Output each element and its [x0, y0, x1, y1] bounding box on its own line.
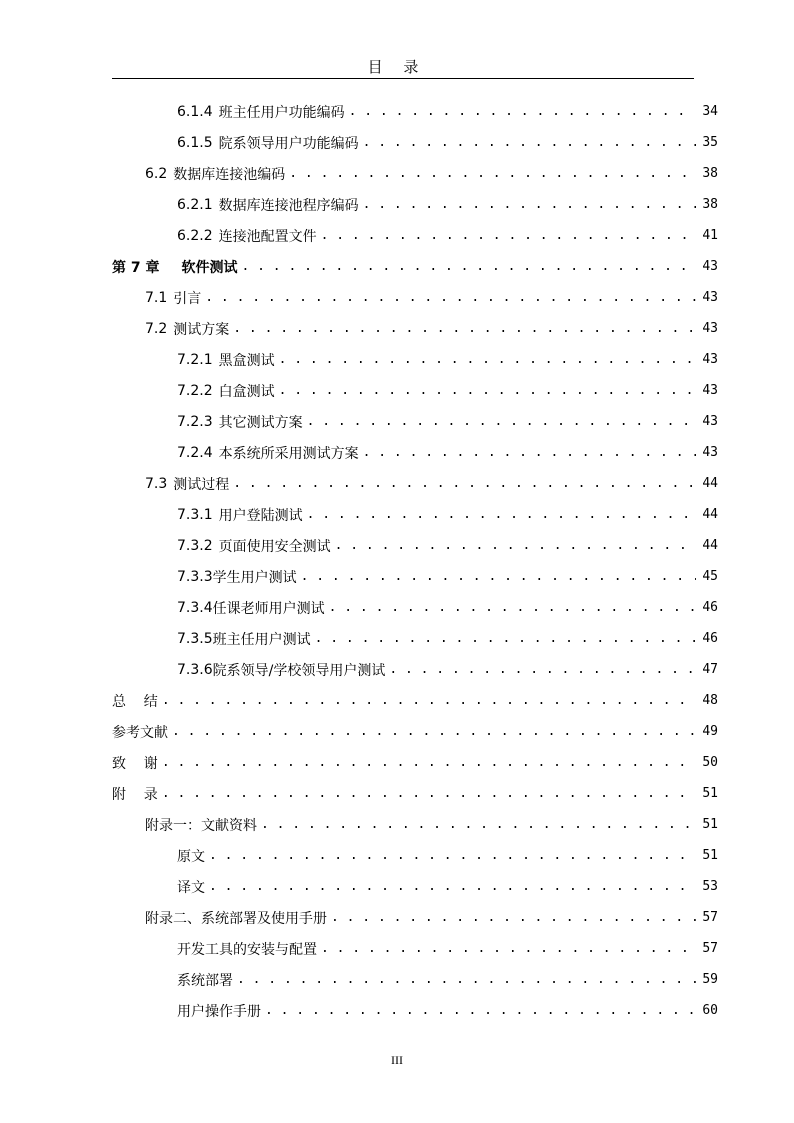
toc-entry-title: 用户操作手册: [177, 1003, 261, 1020]
dot-leader: [363, 445, 696, 460]
toc-entry-page: 43: [702, 383, 718, 398]
toc-entry-7-2-1[interactable]: [112, 344, 718, 375]
dot-leader: [162, 693, 696, 708]
toc-entry-title: 院系领导用户功能编码: [218, 135, 359, 152]
toc-entry-title: 班主任用户测试: [212, 631, 311, 648]
toc-entry-number: 6.1.5: [177, 134, 213, 151]
dot-leader: [237, 972, 696, 987]
toc-entry-number: 7.2.1: [177, 351, 213, 368]
toc-entry-title: 其它测试方案: [218, 414, 303, 431]
toc-entry-page: 34: [702, 104, 718, 119]
toc-entry-page: 45: [702, 569, 718, 584]
toc-entry-number: 6.1.4: [177, 103, 213, 120]
toc-entry-user-manual[interactable]: [112, 995, 718, 1026]
toc-entry-appendix-2[interactable]: [112, 902, 718, 933]
toc-entry-7-3-4[interactable]: [112, 592, 718, 623]
page-number: III: [391, 1053, 403, 1067]
dot-leader: [261, 817, 696, 832]
toc-entry-title: 班主任用户功能编码: [218, 104, 345, 121]
toc-entry-7-1[interactable]: [112, 282, 718, 313]
toc-entry-title: 附录一：文献资料: [145, 817, 257, 834]
dot-leader: [363, 197, 696, 212]
toc-entry-page: 38: [702, 197, 718, 212]
toc-entry-acknowledgements[interactable]: [112, 747, 718, 778]
toc-entry-title: 致 谢: [112, 755, 158, 772]
toc-entry-page: 57: [702, 941, 718, 956]
toc-entry-page: 43: [702, 352, 718, 367]
toc-entry-number: 6.2.2: [177, 227, 213, 244]
toc-entry-6-2-1[interactable]: [112, 189, 718, 220]
toc-entry-7-3-5[interactable]: [112, 623, 718, 654]
toc-entry-dev-tools[interactable]: [112, 933, 718, 964]
toc-entry-deployment[interactable]: [112, 964, 718, 995]
toc-entry-6-1-4[interactable]: [112, 96, 718, 127]
toc-entry-title: 连接池配置文件: [218, 228, 317, 245]
toc-entry-title: 译文: [177, 879, 205, 896]
dot-leader: [321, 228, 696, 243]
toc-entry-title: 学生用户测试: [212, 569, 297, 586]
toc-entry-title: 任课老师用户测试: [212, 600, 325, 617]
dot-leader: [389, 662, 696, 677]
toc-entry-page: 51: [702, 848, 718, 863]
dot-leader: [289, 166, 696, 181]
toc-entry-number: 6.2: [145, 165, 168, 182]
dot-leader: [233, 321, 696, 336]
toc-entry-summary[interactable]: [112, 685, 718, 716]
dot-leader: [279, 383, 696, 398]
toc-entry-6-2[interactable]: [112, 158, 718, 189]
toc-entry-number: 7.3.3: [177, 568, 213, 585]
dot-leader: [209, 848, 696, 863]
toc-entry-title: 页面使用安全测试: [218, 538, 331, 555]
dot-leader: [233, 476, 696, 491]
dot-leader: [321, 941, 696, 956]
dot-leader: [172, 724, 696, 739]
toc-entry-page: 51: [702, 817, 718, 832]
toc-entry-appendix[interactable]: [112, 778, 718, 809]
toc-entry-page: 43: [702, 445, 718, 460]
toc-entry-7-3-3[interactable]: [112, 561, 718, 592]
toc-entry-title: 引言: [173, 290, 202, 307]
dot-leader: [242, 259, 697, 274]
table-of-contents: [112, 96, 718, 1026]
toc-entry-chapter-7[interactable]: [112, 251, 718, 282]
toc-entry-number: 第 7 章: [112, 259, 160, 276]
toc-entry-number: 7.2: [145, 320, 168, 337]
dot-leader: [162, 786, 696, 801]
toc-entry-page: 44: [702, 538, 718, 553]
toc-entry-page: 44: [702, 476, 718, 491]
dot-leader: [209, 879, 696, 894]
toc-entry-7-2[interactable]: [112, 313, 718, 344]
toc-entry-number: 7.3.4: [177, 599, 213, 616]
toc-entry-page: 35: [702, 135, 718, 150]
toc-entry-number: 7.3: [145, 475, 168, 492]
dot-leader: [301, 569, 696, 584]
dot-leader: [279, 352, 696, 367]
toc-entry-title: 数据库连接池编码: [173, 166, 286, 183]
toc-entry-7-3[interactable]: [112, 468, 718, 499]
toc-entry-translation[interactable]: [112, 871, 718, 902]
toc-entry-number: 7.1: [145, 289, 168, 306]
toc-entry-page: 47: [702, 662, 718, 677]
toc-entry-page: 59: [702, 972, 718, 987]
toc-entry-7-3-1[interactable]: [112, 499, 718, 530]
dot-leader: [363, 135, 696, 150]
toc-entry-page: 43: [702, 259, 718, 274]
toc-entry-title: 院系领导/学校领导用户测试: [212, 662, 386, 679]
toc-entry-title: 原文: [177, 848, 205, 865]
toc-entry-page: 60: [702, 1003, 718, 1018]
toc-entry-title: 附 录: [112, 786, 158, 803]
dot-leader: [329, 600, 696, 615]
toc-entry-number: 7.2.4: [177, 444, 213, 461]
dot-leader: [205, 290, 696, 305]
toc-entry-title: 黑盒测试: [218, 352, 275, 369]
toc-entry-references[interactable]: [112, 716, 718, 747]
toc-entry-title: 总 结: [112, 693, 158, 710]
toc-entry-page: 46: [702, 631, 718, 646]
toc-entry-title: 测试方案: [173, 321, 230, 338]
toc-entry-7-2-3[interactable]: [112, 406, 718, 437]
toc-entry-title: 系统部署: [177, 972, 233, 989]
toc-entry-page: 50: [702, 755, 718, 770]
toc-entry-original-text[interactable]: [112, 840, 718, 871]
toc-entry-page: 53: [702, 879, 718, 894]
toc-entry-7-2-2[interactable]: [112, 375, 718, 406]
toc-entry-number: 7.3.1: [177, 506, 213, 523]
toc-entry-number: 7.2.2: [177, 382, 213, 399]
dot-leader: [162, 755, 696, 770]
toc-entry-page: 38: [702, 166, 718, 181]
dot-leader: [307, 507, 696, 522]
toc-entry-7-3-2[interactable]: [112, 530, 718, 561]
dot-leader: [265, 1003, 696, 1018]
toc-entry-title: 本系统所采用测试方案: [218, 445, 359, 462]
dot-leader: [315, 631, 696, 646]
toc-entry-number: 7.2.3: [177, 413, 213, 430]
toc-entry-number: 6.2.1: [177, 196, 213, 213]
dot-leader: [349, 104, 696, 119]
toc-entry-number: 7.3.6: [177, 661, 213, 678]
toc-entry-page: 46: [702, 600, 718, 615]
dot-leader: [331, 910, 696, 925]
page-header-title: 目 录: [367, 58, 427, 76]
toc-entry-page: 49: [702, 724, 718, 739]
toc-entry-page: 48: [702, 693, 718, 708]
toc-entry-title: 数据库连接池程序编码: [218, 197, 359, 214]
toc-entry-title: 软件测试: [181, 259, 238, 276]
toc-entry-title: 测试过程: [173, 476, 230, 493]
dot-leader: [335, 538, 696, 553]
toc-entry-page: 43: [702, 321, 718, 336]
toc-entry-page: 51: [702, 786, 718, 801]
dot-leader: [307, 414, 696, 429]
toc-entry-appendix-1[interactable]: [112, 809, 718, 840]
toc-entry-page: 41: [702, 228, 718, 243]
toc-entry-title: 参考文献: [112, 724, 168, 741]
toc-entry-number: 7.3.5: [177, 630, 213, 647]
toc-entry-number: 7.3.2: [177, 537, 213, 554]
toc-entry-page: 43: [702, 290, 718, 305]
toc-entry-6-1-5[interactable]: [112, 127, 718, 158]
toc-entry-title: 用户登陆测试: [218, 507, 303, 524]
toc-entry-7-2-4[interactable]: [112, 437, 718, 468]
toc-entry-page: 57: [702, 910, 718, 925]
toc-entry-title: 白盒测试: [218, 383, 275, 400]
toc-entry-6-2-2[interactable]: [112, 220, 718, 251]
toc-entry-7-3-6[interactable]: [112, 654, 718, 685]
header-rule: [112, 78, 694, 79]
toc-entry-page: 44: [702, 507, 718, 522]
toc-entry-page: 43: [702, 414, 718, 429]
toc-entry-title: 附录二、系统部署及使用手册: [145, 910, 327, 927]
toc-entry-title: 开发工具的安装与配置: [177, 941, 317, 958]
